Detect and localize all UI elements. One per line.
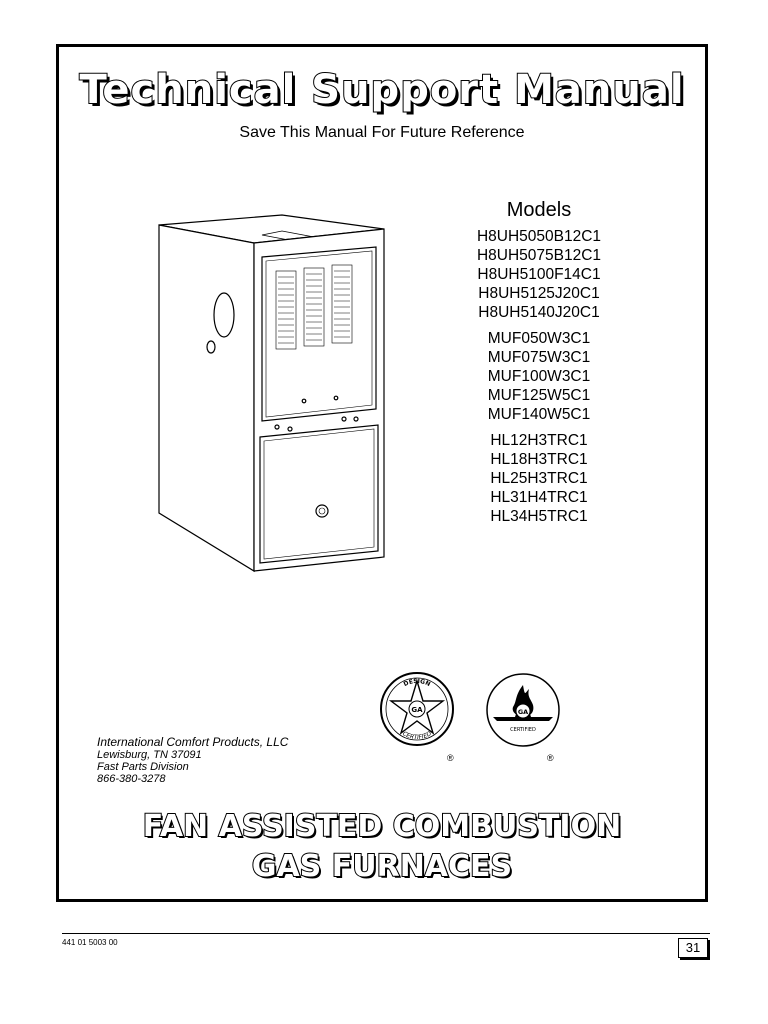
model-number: H8UH5140J20C1 — [478, 304, 600, 321]
headline-line-1: FAN ASSISTED COMBUSTION — [142, 809, 622, 844]
seal-certified-text: CERTIFIED — [510, 727, 536, 733]
model-number: HL31H4TRC1 — [490, 489, 588, 506]
company-division: Fast Parts Division — [97, 761, 189, 773]
company-info — [97, 736, 288, 785]
furnace-illustration — [154, 213, 394, 573]
model-number: MUF100W3C1 — [487, 368, 591, 385]
model-number: HL34H5TRC1 — [490, 508, 588, 525]
model-group-h8uh — [439, 227, 639, 322]
model-group-hl — [439, 431, 639, 526]
headline-line-2: GAS FURNACES — [251, 849, 513, 884]
model-number: MUF125W5C1 — [487, 387, 591, 404]
manual-subtitle: Save This Manual For Future Reference — [239, 124, 525, 141]
model-number: H8UH5125J20C1 — [478, 285, 600, 302]
model-number: HL12H3TRC1 — [490, 432, 588, 449]
model-number: H8UH5100F14C1 — [477, 266, 601, 283]
model-number: H8UH5075B12C1 — [476, 247, 602, 264]
model-number: MUF050W3C1 — [487, 330, 591, 347]
registered-mark: ® — [547, 753, 554, 763]
model-group-muf — [439, 329, 639, 424]
model-number: HL18H3TRC1 — [490, 451, 588, 468]
model-number: HL25H3TRC1 — [490, 470, 588, 487]
manual-title: Technical Support Manual — [79, 67, 685, 113]
models-heading: Models — [506, 199, 572, 221]
seal-monogram: GA — [411, 706, 423, 714]
model-number: H8UH5050B12C1 — [476, 228, 602, 245]
company-name: International Comfort Products, LLC — [97, 735, 289, 749]
seal-top-text: DESIGN — [402, 677, 432, 689]
registered-mark: ® — [447, 753, 454, 763]
company-phone: 866-380-3278 — [97, 773, 166, 785]
seal-monogram: GA — [517, 708, 529, 716]
seal-bottom-text: CERTIFIED — [401, 730, 433, 742]
model-number: MUF075W3C1 — [487, 349, 591, 366]
footer-divider — [62, 933, 710, 934]
design-certified-seal — [379, 669, 455, 749]
page-number: 31 — [678, 938, 708, 958]
cover-frame — [56, 44, 708, 902]
company-address: Lewisburg, TN 37091 — [97, 749, 202, 761]
model-number: MUF140W5C1 — [487, 406, 591, 423]
document-number: 441 01 5003 00 — [62, 938, 118, 947]
flame-certified-seal — [485, 671, 561, 749]
